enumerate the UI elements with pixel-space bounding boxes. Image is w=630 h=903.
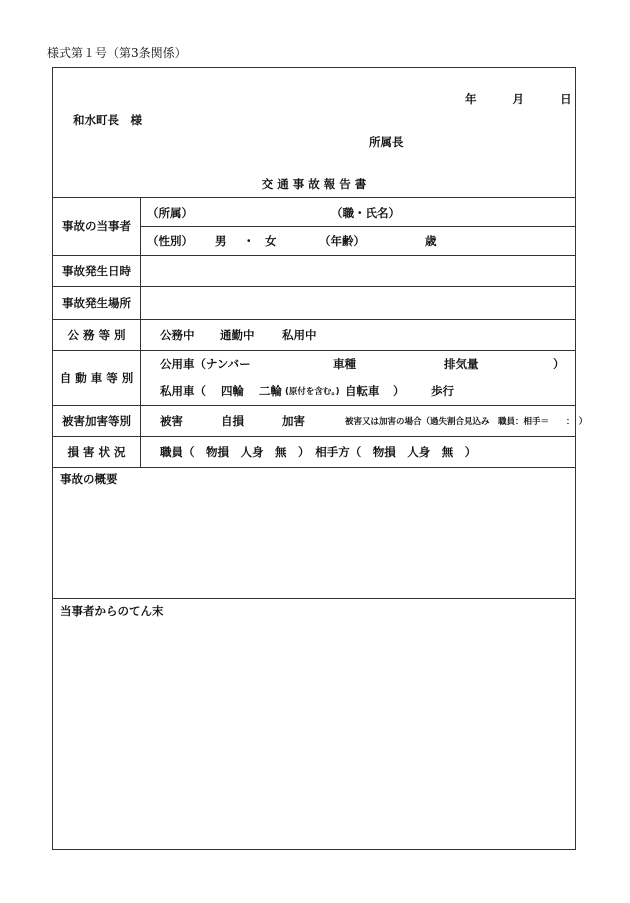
gender-male-option[interactable]: 男 [215, 234, 227, 248]
self-damage-option[interactable]: 自損 [221, 414, 244, 428]
duty-option-commute[interactable]: 通勤中 [220, 328, 255, 342]
gender-separator: ・ [243, 234, 255, 248]
datetime-field[interactable] [141, 256, 575, 286]
two-wheel-option[interactable]: 二輪 [259, 384, 282, 398]
party-account-label: 当事者からのてん末 [60, 604, 164, 618]
duty-option-official[interactable]: 公務中 [160, 328, 195, 342]
date-year: 年 [465, 92, 477, 106]
displacement-label: 排気量 [444, 357, 479, 371]
rule [53, 598, 575, 599]
two-wheel-note: (原付を含む。) [285, 387, 340, 397]
four-wheel-option[interactable]: 四輪 [221, 384, 244, 398]
addressee: 和水町長 様 [73, 113, 142, 127]
damage-status-label: 損 害 状 況 [67, 444, 126, 459]
vehicle-model-label: 車種 [333, 357, 356, 371]
victim-option[interactable]: 被害 [160, 414, 183, 428]
place-label: 事故発生場所 [62, 295, 131, 310]
rule [140, 226, 575, 227]
form-number-label: 様式第１号（第3条関係） [47, 46, 187, 60]
close-paren: ） [553, 357, 565, 371]
party-label: 事故の当事者 [62, 219, 131, 233]
walking-option[interactable]: 歩行 [431, 384, 454, 398]
column-divider [140, 197, 141, 467]
date-month: 月 [512, 92, 525, 106]
perpetrator-option[interactable]: 加害 [282, 414, 305, 428]
party-account-field[interactable] [53, 620, 575, 848]
document-title: 交 通 事 故 報 告 書 [261, 177, 367, 191]
report-form [52, 67, 588, 850]
title-name-field[interactable]: （職・氏名） [331, 206, 400, 220]
date-day: 日 [560, 92, 572, 106]
bicycle-option[interactable]: 自転車 [345, 384, 380, 398]
private-vehicle-label: 私用車（ [160, 384, 206, 398]
age-label: （年齢） [319, 234, 365, 248]
vehicle-type-label: 自 動 車 等 別 [59, 370, 134, 385]
age-unit: 歳 [425, 234, 437, 248]
accident-summary-label: 事故の概要 [60, 472, 118, 486]
accident-summary-field[interactable] [53, 488, 575, 596]
official-vehicle-number[interactable]: 公用車（ナンバー [160, 357, 251, 371]
fault-ratio-note: 被害又は加害の場合（過失割合見込み 職員：相手＝ ： ） [345, 417, 588, 427]
rule [53, 467, 575, 468]
gender-label: （性別） [147, 234, 193, 248]
place-field[interactable] [141, 287, 575, 319]
affiliation-field[interactable]: （所属） [147, 206, 193, 220]
close-paren: ） [393, 384, 405, 398]
gender-female-option[interactable]: 女 [265, 234, 277, 248]
date-line [465, 91, 572, 107]
department-head-label: 所属長 [369, 135, 404, 149]
duty-type-label: 公 務 等 別 [67, 327, 126, 342]
duty-option-private[interactable]: 私用中 [282, 328, 317, 342]
damage-status-options[interactable]: 職員（ 物損 人身 無 ） 相手方（ 物損 人身 無 ） [160, 445, 477, 459]
datetime-label: 事故発生日時 [62, 263, 131, 278]
victim-type-label: 被害加害等別 [62, 413, 131, 428]
